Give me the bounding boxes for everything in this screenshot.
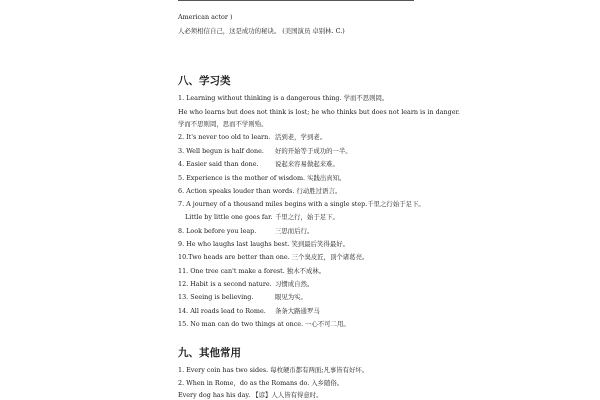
proverb-9: 9. He who laughs last laughs best. 笑到最后笑得最好。 bbox=[178, 240, 349, 248]
proverb-4-en: 4. Easier said than done. bbox=[178, 160, 259, 168]
common-1: 1. Every coin has two sides. 每枚硬币都有两面;凡事皆有好坏。 bbox=[178, 366, 369, 374]
proverb-14-zh: 条条大路通罗马 bbox=[275, 307, 320, 315]
proverb-4-zh: 说起来容易做起来难。 bbox=[275, 160, 339, 168]
proverb-3 bbox=[178, 147, 352, 155]
proverb-14 bbox=[178, 307, 320, 315]
top-divider bbox=[178, 0, 414, 1]
proverb-1-continuation: He who learns but does not think is lost; he who thinks but does not learn is in danger. bbox=[178, 108, 460, 116]
common-2: 2. When in Rome，do as the Romans do. 入乡随俗。 bbox=[178, 379, 344, 387]
section-9-heading: 九、其他常用 bbox=[178, 347, 241, 359]
proverb-15-en: 15. No man can do two things at once. bbox=[178, 320, 304, 328]
proverb-7: 7. A journey of a thousand miles begins with a single step.千里之行始于足下。 bbox=[178, 200, 425, 208]
proverb-2 bbox=[178, 133, 327, 141]
proverb-6: 6. Action speaks louder than words. 行动胜过语言。 bbox=[178, 187, 342, 195]
proverb-5: 5. Experience is the mother of wisdom. 实践出真知。 bbox=[178, 174, 346, 182]
intro-attribution: American actor ) bbox=[178, 13, 233, 21]
proverb-15-zh: 一心不可二用。 bbox=[305, 320, 350, 328]
proverb-10: 10.Two heads are better than one. 三个臭皮匠，顶个诸葛亮。 bbox=[178, 253, 369, 261]
proverb-7-continuation bbox=[185, 213, 339, 221]
proverb-2-en: 2. It's never too old to learn. bbox=[178, 133, 271, 141]
section-8-heading: 八、学习类 bbox=[178, 75, 231, 87]
proverb-7-cont-zh: 千里之行，始于足下。 bbox=[275, 213, 339, 221]
proverb-8-en: 8. Look before you leap. bbox=[178, 227, 257, 235]
intro-quote: 人必须相信自己，这是成功的秘诀。 (美国演员 卓别林. C.) bbox=[178, 27, 345, 35]
proverb-3-zh: 好的开始等于成功的一半。 bbox=[275, 147, 352, 155]
proverb-11: 11. One tree can't make a forest. 独木不成林。 bbox=[178, 267, 326, 275]
proverb-3-en: 3. Well begun is half done. bbox=[178, 147, 264, 155]
common-3: Every dog has his day. 【谚】人人皆有得意时。 bbox=[178, 391, 323, 399]
proverb-12-zh: 习惯成自然。 bbox=[275, 280, 314, 288]
proverb-13-zh: 眼见为实。 bbox=[275, 293, 307, 301]
proverb-2-zh: 活到老，学到老。 bbox=[275, 133, 327, 141]
proverb-13-en: 13. Seeing is believing. bbox=[178, 293, 254, 301]
proverb-7-cont-en: Little by little one goes far. bbox=[185, 213, 273, 221]
proverb-1: 1. Learning without thinking is a dangerous thing. 学而不思则罔。 bbox=[178, 94, 389, 102]
proverb-14-en: 14. All roads lead to Rome. bbox=[178, 307, 266, 315]
proverb-13 bbox=[178, 293, 307, 301]
proverb-4 bbox=[178, 160, 339, 168]
proverb-12 bbox=[178, 280, 314, 288]
proverb-15 bbox=[178, 320, 350, 328]
proverb-8-zh: 三思而后行。 bbox=[275, 227, 314, 235]
proverb-1-chinese: 学而不思则罔，思而不学则殆。 bbox=[178, 120, 268, 128]
proverb-12-en: 12. Habit is a second nature. bbox=[178, 280, 272, 288]
proverb-8 bbox=[178, 227, 314, 235]
